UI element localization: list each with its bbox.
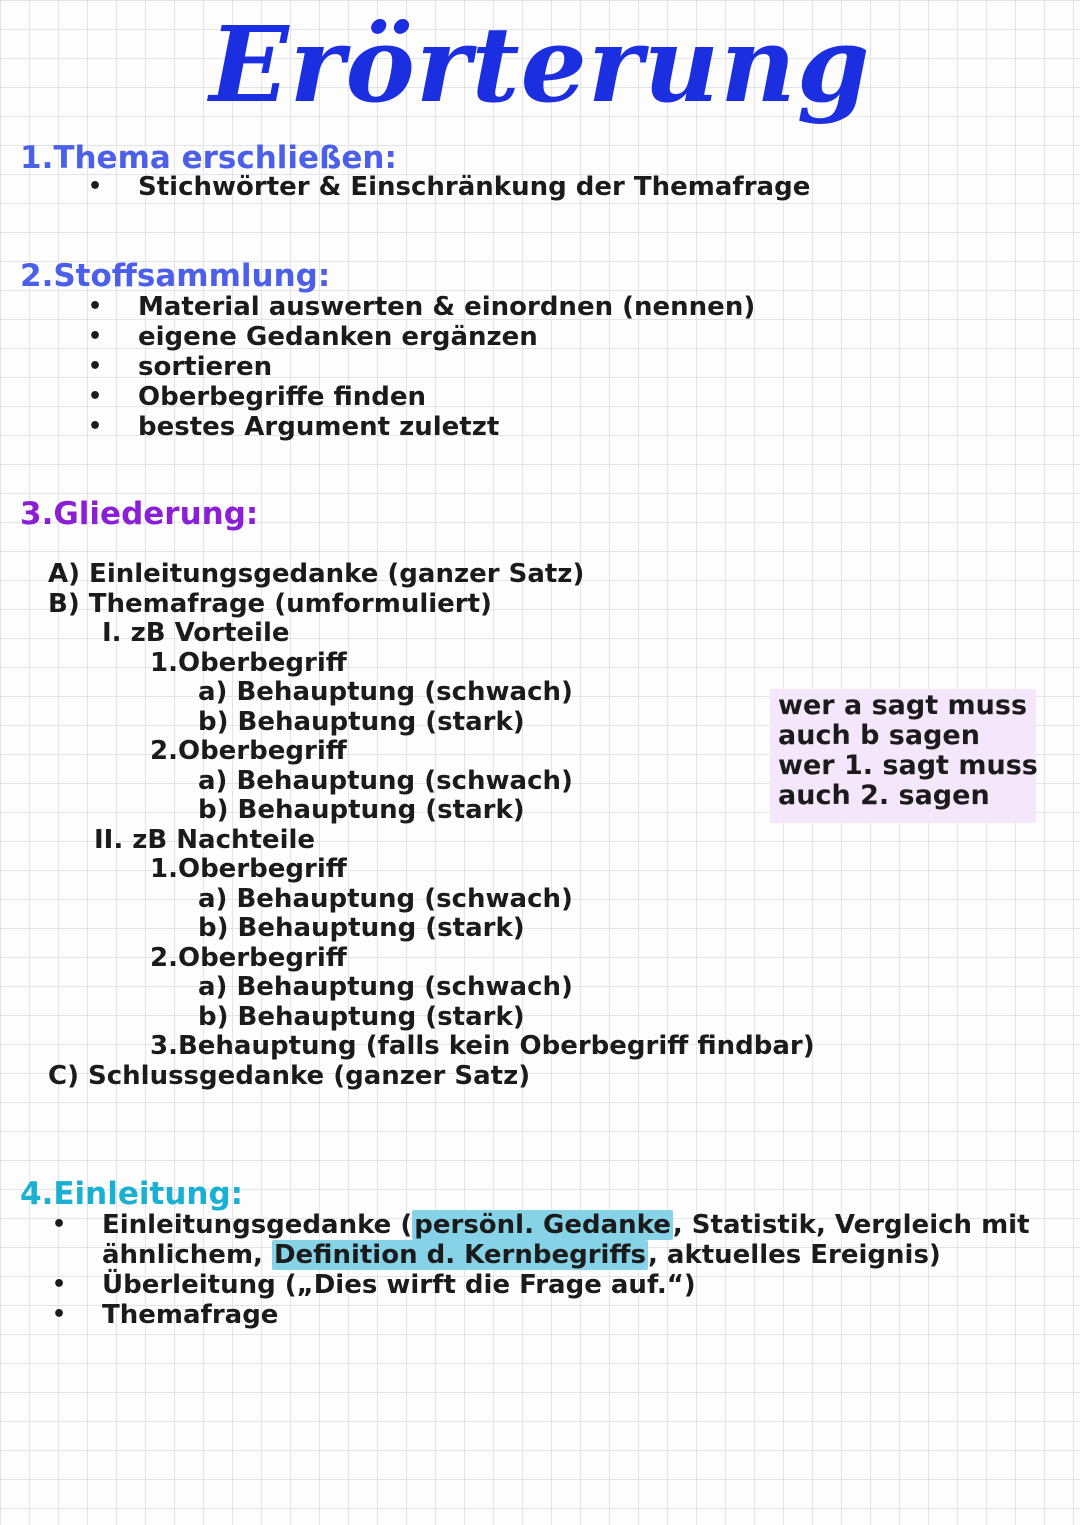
- highlight: Definition d. Kernbegriffs: [273, 1240, 646, 1270]
- section-list-einleitung: [52, 1210, 1030, 1330]
- note-line: wer a sagt muss: [778, 690, 1028, 721]
- page-title: Erörterung: [209, 3, 871, 126]
- outline-line: a) Behauptung (schwach): [198, 677, 573, 707]
- outline-line: b) Behauptung (stark): [198, 1001, 525, 1032]
- highlight: persönl. Gedanke: [414, 1210, 671, 1240]
- note-line: auch 2. sagen: [778, 780, 990, 811]
- outline-line: C) Schlussgedanke (ganzer Satz): [48, 1060, 531, 1091]
- list-item: • Themafrage: [52, 1300, 279, 1330]
- section-list-stoffsammlung: [88, 292, 755, 442]
- list-item: • eigene Gedanken ergänzen: [88, 322, 538, 352]
- section-heading-gliederung: 3.Gliederung:: [20, 496, 259, 532]
- gliederung-outline: [48, 560, 815, 1091]
- outline-line: b) Behauptung (stark): [198, 706, 525, 737]
- note-line: wer 1. sagt muss: [778, 750, 1038, 781]
- sticky-note: [770, 689, 1036, 823]
- outline-line: A) Einleitungsgedanke (ganzer Satz): [48, 559, 585, 589]
- outline-line: I. zB Vorteile: [102, 618, 290, 648]
- outline-line: a) Behauptung (schwach): [198, 765, 573, 796]
- outline-line: 1.Oberbegriff: [150, 647, 347, 678]
- list-item: • Stichwörter & Einschränkung der Themafrage: [88, 172, 811, 202]
- outline-line: 1.Oberbegriff: [150, 854, 347, 884]
- list-item: • Oberbegriffe finden: [88, 382, 427, 412]
- list-item: • Material auswerten & einordnen (nennen): [88, 292, 756, 322]
- outline-line: II. zB Nachteile: [94, 824, 316, 855]
- section-heading-einleitung: 4.Einleitung:: [20, 1176, 244, 1212]
- outline-line: 2.Oberbegriff: [150, 736, 347, 766]
- list-item: • bestes Argument zuletzt: [88, 412, 500, 442]
- list-item-continuation: ähnlichem, Definition d. Kernbegriffs, aktuelles Ereignis): [102, 1240, 941, 1270]
- outline-line: b) Behauptung (stark): [198, 913, 525, 943]
- outline-line: a) Behauptung (schwach): [198, 972, 573, 1002]
- note-line: auch b sagen: [778, 720, 980, 751]
- section-heading-thema: 1.Thema erschließen:: [20, 140, 397, 176]
- outline-line: 3.Behauptung (falls kein Oberbegriff findbar): [150, 1031, 815, 1061]
- outline-line: B) Themafrage (umformuliert): [48, 588, 492, 619]
- outline-line: 2.Oberbegriff: [150, 942, 347, 973]
- list-item: • Überleitung („Dies wirft die Frage auf.“): [52, 1270, 696, 1300]
- outline-line: a) Behauptung (schwach): [198, 883, 573, 914]
- section-heading-stoffsammlung: 2.Stoffsammlung:: [20, 258, 331, 294]
- outline-line: b) Behauptung (stark): [198, 795, 525, 825]
- list-item: • Einleitungsgedanke (persönl. Gedanke, Statistik, Vergleich mit: [52, 1210, 1030, 1240]
- list-item: • sortieren: [88, 352, 273, 382]
- section-list-thema: [88, 172, 810, 202]
